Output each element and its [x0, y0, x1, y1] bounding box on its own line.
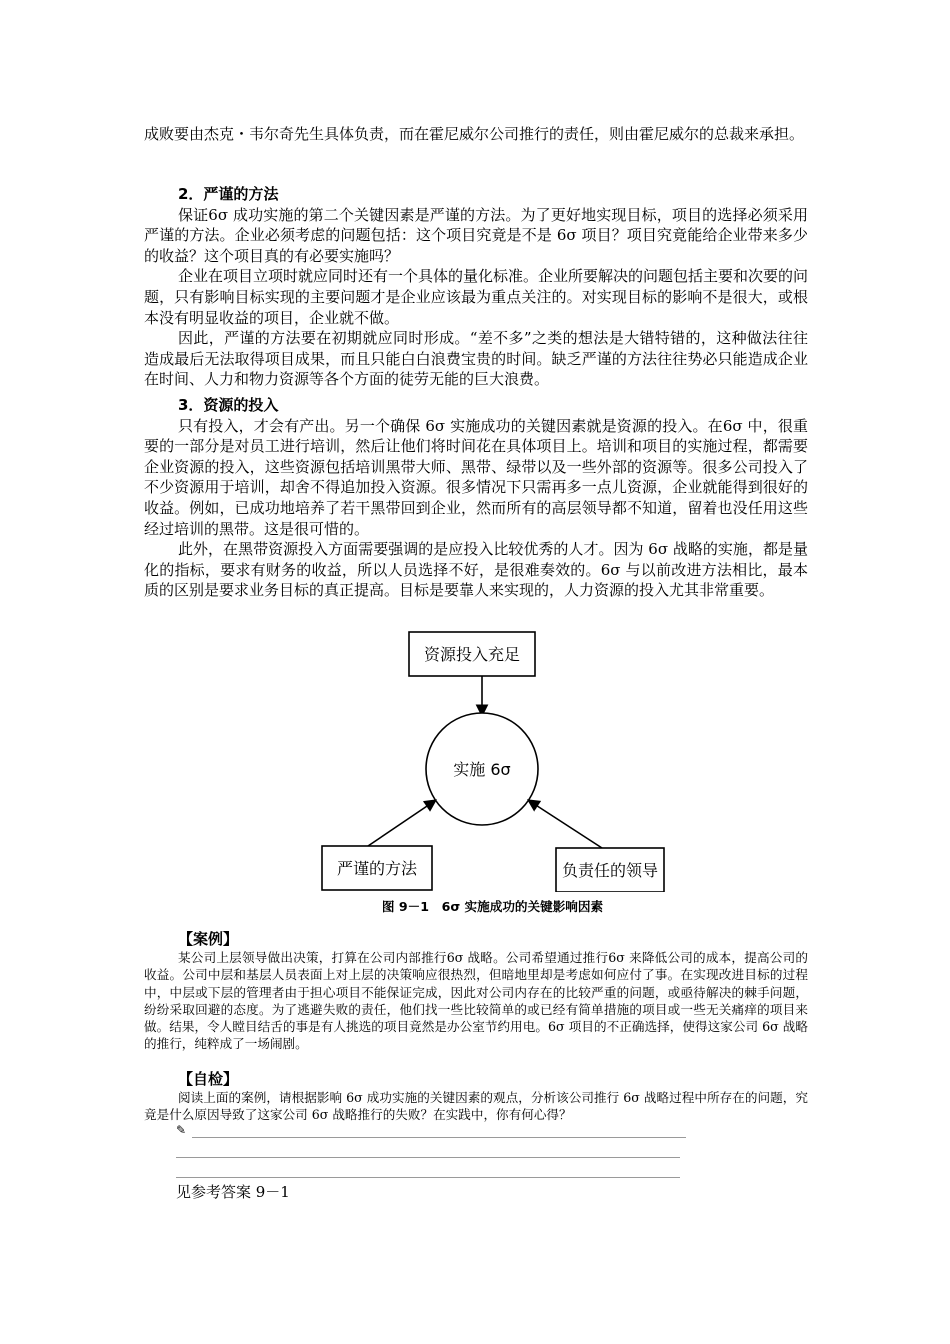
case-paragraph: 某公司上层领导做出决策，打算在公司内部推行6σ 战略。公司希望通过推行6σ 来降低公司的成本，提高公司的收益。公司中层和基层人员表面上对上层的决策响应很热烈，但暗地里却是考虑如何应付了事。在实现改进目标的过程中，中层或下层的管理者由于担心项目不能保证完成，因此对公司内存在的比较严重的问题，或亟待解决的棘手问题，纷纷采取回避的态度。为了逃避失败的责任，他们找一些比较简单的或已经有简单措施的项目或一些无关痛痒的项目来做。结果，令人瞠目结舌的事是有人挑选的项目竟然是办公室节约用电。6σ 项目的不正确选择，使得这家公司 6σ 战略的推行，纯粹成了一场闹剧。 — [144, 950, 808, 1052]
section-3-paragraph-1: 只有投入，才会有产出。另一个确保 6σ 实施成功的关键因素就是资源的投入。在6σ 中，很重要的一部分是对员工进行培训，然后让他们将时间花在具体项目上。培训和项目的实施过程，都需要企业资源的投入，这些资源包括培训黑带大师、黑带、绿带以及一些外部的资源等。很多公司投入了不少资源用于培训，却舍不得追加投入资源。很多情况下只需再多一点儿资源，企业就能得到很好的收益。例如，已成功地培养了若干黑带回到企业，然而所有的高层领导都不知道，留着也没任用这些经过培训的黑带。这是很可惜的。 — [144, 416, 808, 538]
answer-line-2[interactable] — [176, 1157, 680, 1158]
self-check-paragraph: 阅读上面的案例，请根据影响 6σ 成功实施的关键因素的观点，分析该公司推行 6σ 战略过程中所存在的问题，究竟是什么原因导致了这家公司 6σ 战略推行的失败？在实践中，你有何心得？ — [144, 1090, 808, 1123]
answer-line-3[interactable] — [176, 1177, 680, 1178]
left-box-label: 严谨的方法 — [336, 859, 418, 878]
intro-paragraph: 成败要由杰克・韦尔奇先生具体负责，而在霍尼威尔公司推行的责任，则由霍尼威尔的总裁来承担。 — [144, 125, 805, 143]
section-3 — [144, 395, 808, 601]
section-2-heading: 2．严谨的方法 — [178, 185, 279, 203]
section-2-paragraph-1: 保证6σ 成功实施的第二个关键因素是严谨的方法。为了更好地实现目标，项目的选择必须采用严谨的方法。企业必须考虑的问题包括：这个项目究竟是不是 6σ 项目？项目究竟能给企业带来多少的收益？这个项目真的有必要实施吗？ — [144, 205, 808, 265]
pen-icon: ✎ — [176, 1123, 187, 1137]
section-2-paragraph-3: 因此，严谨的方法要在初期就应同时形成。“差不多”之类的想法是大错特错的，这种做法往往造成最后无法取得项目成果，而且只能白白浪费宝贵的时间。缺乏严谨的方法往往势必只能造成企业在时间、人力和物力资源等各个方面的徒劳无能的巨大浪费。 — [144, 329, 808, 389]
self-check-section — [144, 1069, 808, 1124]
case-section — [144, 929, 808, 1053]
key-factors-diagram — [318, 624, 667, 892]
reference-answer: 见参考答案 9－1 — [176, 1183, 290, 1201]
self-check-label: 【自检】 — [178, 1070, 239, 1088]
case-label: 【案例】 — [178, 930, 239, 948]
right-box-label: 负责任的领导 — [561, 861, 659, 880]
section-2 — [144, 184, 808, 390]
figure-caption: 图 9－1 6σ 实施成功的关键影响因素 — [381, 899, 604, 914]
top-box-label: 资源投入充足 — [423, 645, 521, 664]
section-3-heading: 3．资源的投入 — [178, 396, 279, 414]
answer-line-1[interactable] — [192, 1137, 686, 1138]
section-2-paragraph-2: 企业在项目立项时就应同时还有一个具体的量化标准。企业所要解决的问题包括主要和次要的问题，只有影响目标实现的主要问题才是企业应该最为重点关注的。对实现目标的影响不是很大，或根本没有明显收益的项目，企业就不做。 — [144, 267, 809, 327]
intro-block — [144, 124, 808, 145]
center-label: 实施 6σ — [453, 760, 511, 779]
section-3-paragraph-2: 此外，在黑带资源投入方面需要强调的是应投入比较优秀的人才。因为 6σ 战略的实施，都是量化的指标，要求有财务的收益，所以人员选择不好，是很难奏效的。6σ 与以前改进方法相比，最本质的区别是要求业务目标的真正提高。目标是要靠人来实现的，人力资源的投入尤其非常重要。 — [144, 540, 808, 600]
